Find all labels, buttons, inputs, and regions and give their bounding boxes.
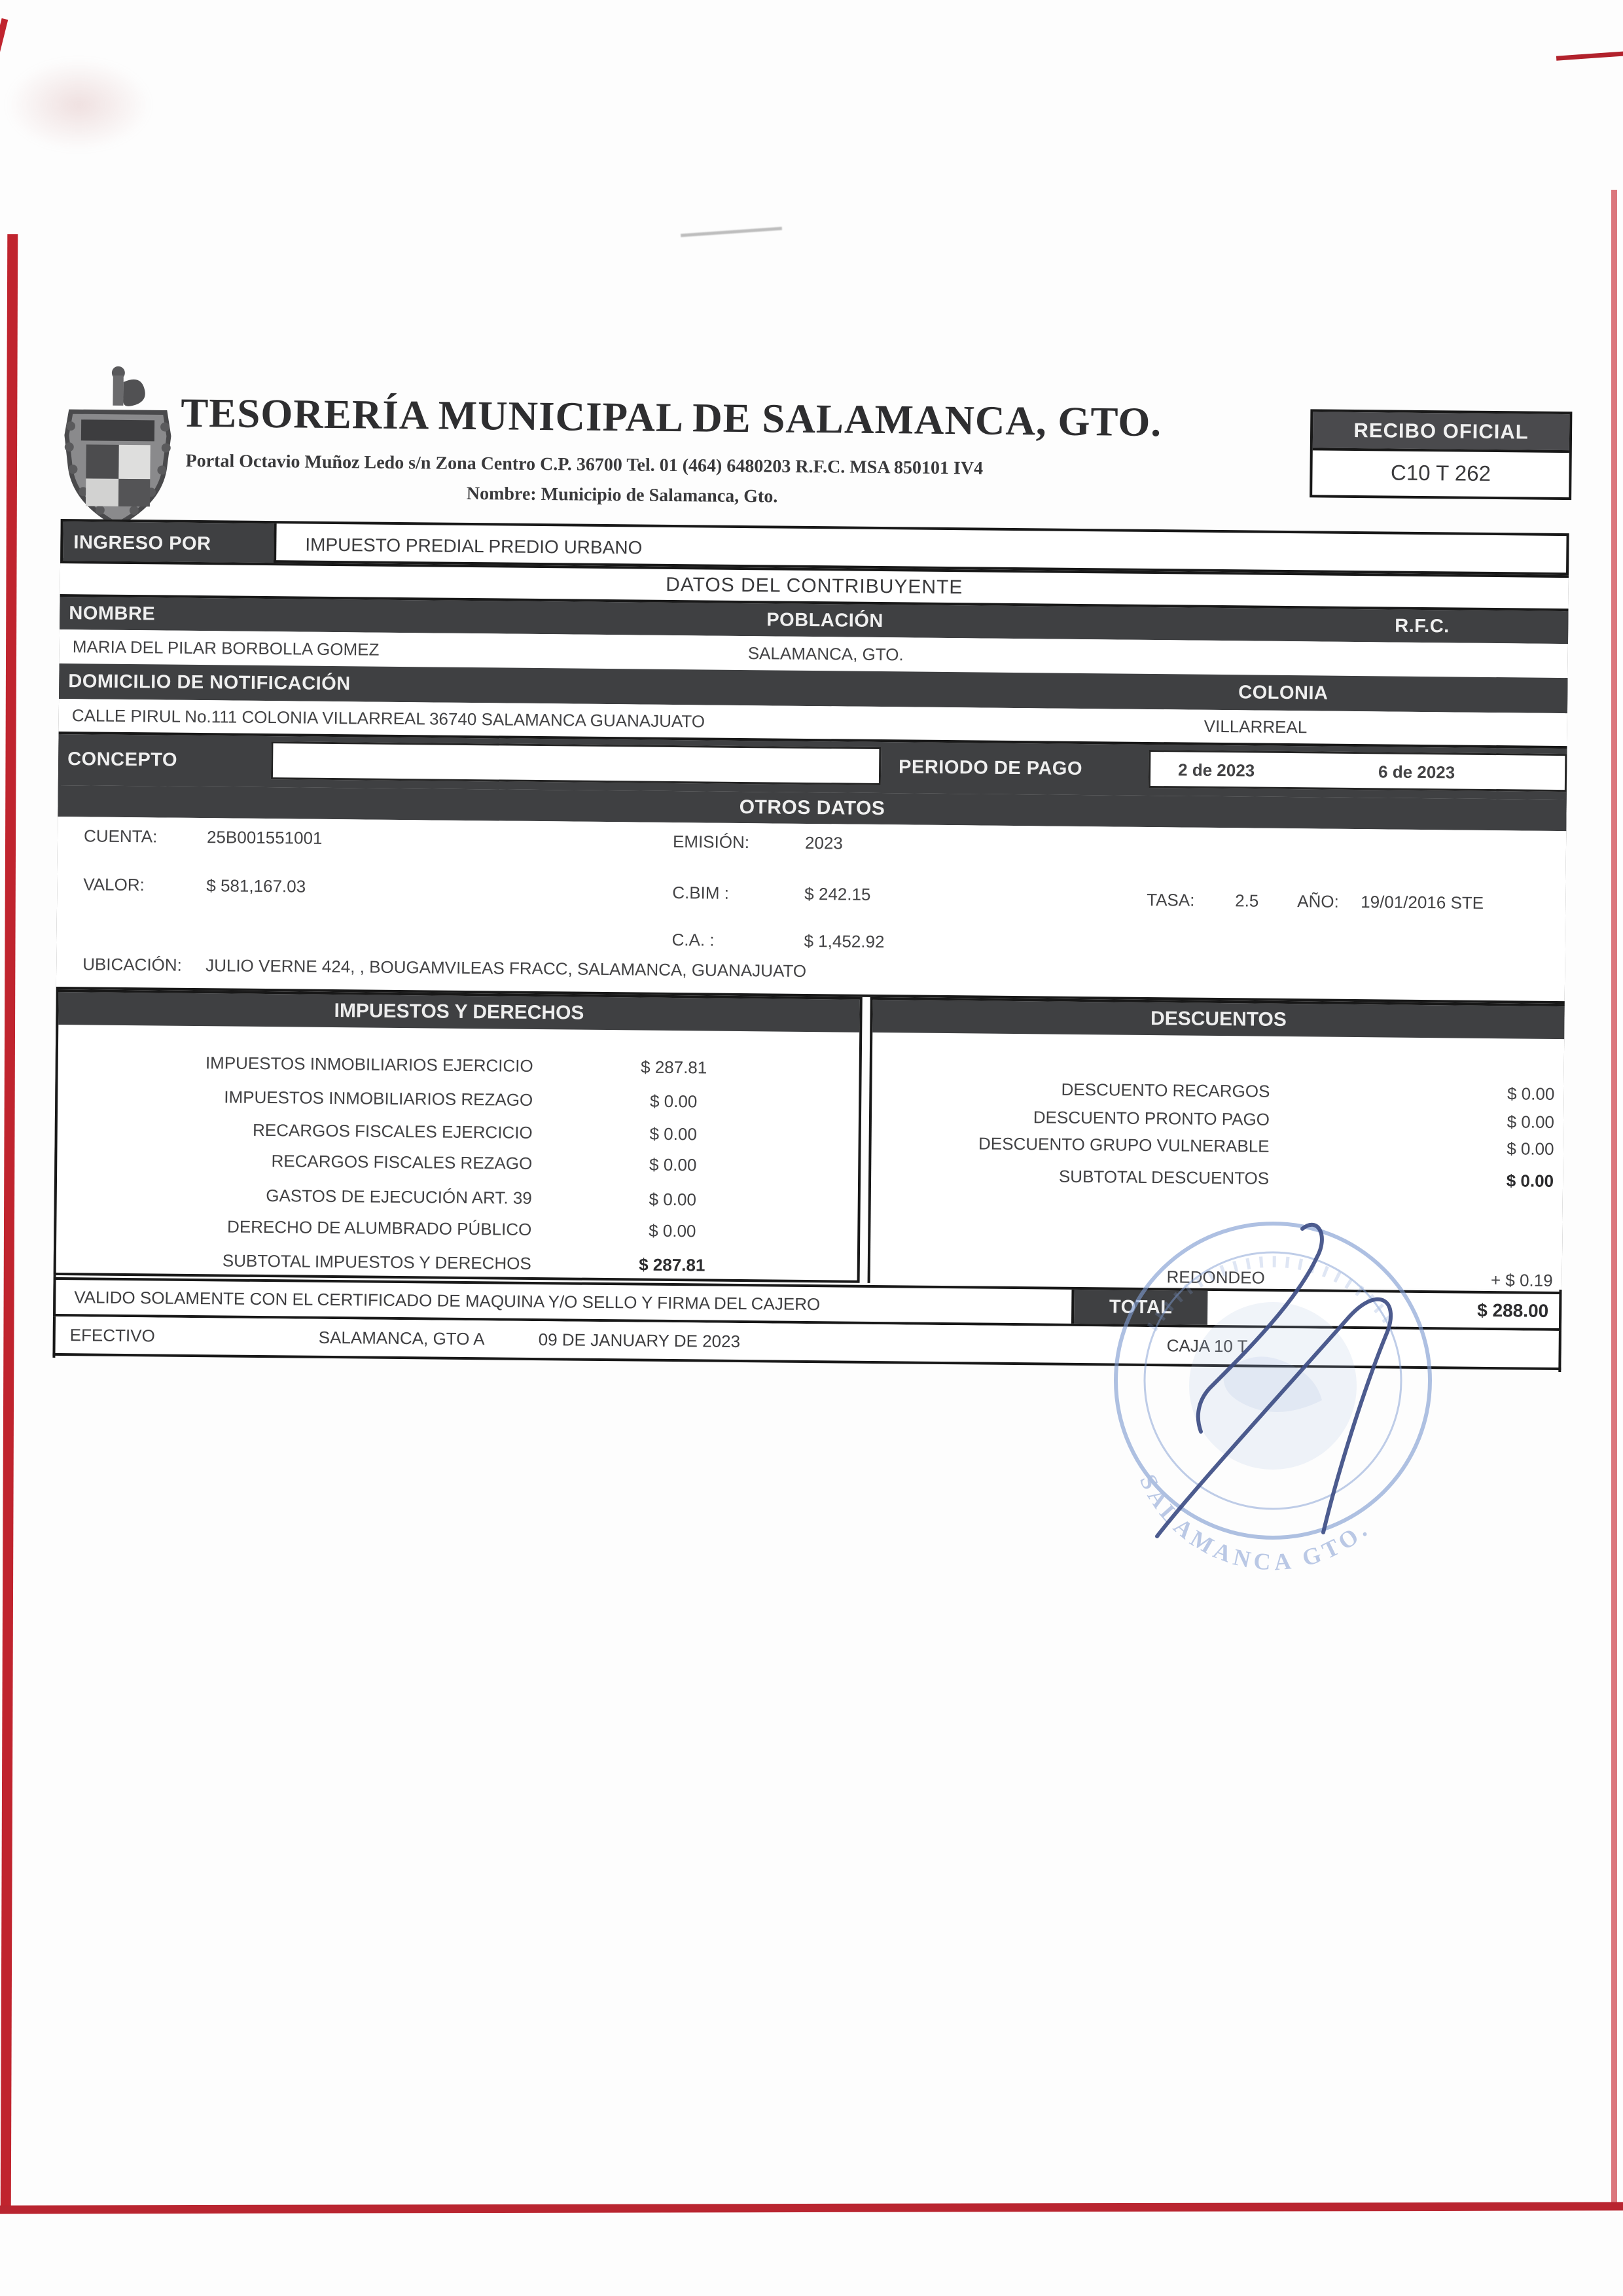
colonia-value: VILLARREAL (1204, 716, 1308, 737)
impuestos-table (54, 989, 863, 1283)
header-address: Portal Octavio Muñoz Ledo s/n Zona Centro C.P. 36700 Tel. 01 (464) 6480203 R.F.C. MSA 850101 IV4 (185, 450, 984, 479)
receipt-document (52, 363, 1574, 1424)
poblacion-label: POBLACIÓN (766, 609, 883, 632)
section-title-otros-datos: OTROS DATOS (58, 785, 1566, 831)
periodo-field (1149, 750, 1567, 792)
periodo-desde: 2 de 2023 (1177, 760, 1255, 781)
redondeo-row: REDONDEO + $ 0.19 (1166, 1267, 1553, 1290)
official-receipt-box (1310, 409, 1572, 500)
salamanca-coat-of-arms-icon (61, 363, 175, 529)
total-value: $ 288.00 (1477, 1299, 1549, 1321)
red-border-top-right (1556, 51, 1623, 60)
contribuyente-poblacion: SALAMANCA, GTO. (747, 643, 904, 665)
table-row: DESCUENTO GRUPO VULNERABLE $ 0.00 (978, 1133, 1554, 1159)
ubicacion-value: JULIO VERNE 424, , BOUGAMVILEAS FRACC, SALAMANCA, GUANAJUATO (205, 955, 807, 981)
domicilio-value: CALLE PIRUL No.111 COLONIA VILLARREAL 36740 SALAMANCA GUANAJUATO (71, 705, 705, 732)
table-subtotal-row: SUBTOTAL DESCUENTOS $ 0.00 (1058, 1166, 1554, 1191)
cbim-value: $ 242.15 (804, 883, 871, 904)
ubicacion-label: UBICACIÓN: (82, 954, 183, 975)
receipt-box-label: RECIBO OFICIAL (1313, 412, 1570, 450)
ingreso-por-value: IMPUESTO PREDIAL PREDIO URBANO (274, 523, 1569, 578)
anio-label: AÑO: (1297, 891, 1339, 911)
red-border-bottom (0, 2202, 1623, 2214)
descuentos-table (868, 997, 1565, 1290)
impuestos-table-title: IMPUESTOS Y DERECHOS (58, 992, 859, 1033)
table-row: DESCUENTO PRONTO PAGO $ 0.00 (1033, 1107, 1555, 1132)
receipt-number: C10 T 262 (1312, 448, 1569, 497)
periodo-de-pago-label: PERIODO DE PAGO (898, 756, 1083, 779)
otros-datos-box (56, 817, 1566, 1004)
ingreso-por-label: INGRESO POR (63, 521, 274, 565)
rfc-label: R.F.C. (1395, 615, 1450, 637)
contribuyente-nombre: MARIA DEL PILAR BORBOLLA GOMEZ (72, 637, 380, 660)
ca-value: $ 1,452.92 (804, 930, 885, 952)
colonia-label: COLONIA (1238, 682, 1329, 704)
header-municipality: Nombre: Municipio de Salamanca, Gto. (466, 483, 778, 507)
stamp-ring-text: SALAMANCA GTO. (1134, 1470, 1376, 1576)
valor-label: VALOR: (83, 874, 145, 895)
payment-method: EFECTIVO (69, 1324, 155, 1345)
section-title-contribuyente: DATOS DEL CONTRIBUYENTE (60, 561, 1569, 611)
emision-value: 2023 (804, 832, 844, 853)
page-title: TESORERÍA MUNICIPAL DE SALAMANCA, GTO. (180, 389, 1162, 446)
nombre-label: NOMBRE (69, 603, 156, 625)
total-label: TOTAL (1074, 1290, 1207, 1325)
table-row: RECARGOS FISCALES EJERCICIO $ 0.00 (252, 1120, 698, 1144)
ca-label: C.A. : (671, 929, 715, 950)
red-border-top-left (0, 18, 8, 64)
table-row: GASTOS DE EJECUCIÓN ART. 39 $ 0.00 (266, 1186, 697, 1210)
anio-value: 19/01/2016 STE (1361, 892, 1484, 913)
red-border-left (1, 234, 18, 2212)
concepto-field (271, 741, 882, 785)
red-border-right (1611, 190, 1617, 2209)
cuenta-label: CUENTA: (83, 826, 158, 847)
descuentos-table-title: DESCUENTOS (872, 1000, 1564, 1039)
scan-smudge (7, 59, 151, 150)
tasa-label: TASA: (1147, 889, 1195, 910)
periodo-hasta: 6 de 2023 (1378, 762, 1455, 783)
valido-text: VALIDO SOLAMENTE CON EL CERTIFICADO DE MAQUINA Y/O SELLO Y FIRMA DEL CAJERO (56, 1280, 1074, 1324)
cashier-box: CAJA 10 T (1166, 1335, 1248, 1356)
concepto-label: CONCEPTO (67, 749, 178, 771)
emision-label: EMISIÓN: (672, 831, 750, 853)
table-row: DERECHO DE ALUMBRADO PÚBLICO $ 0.00 (226, 1216, 696, 1241)
table-row: IMPUESTOS INMOBILIARIOS REZAGO $ 0.00 (224, 1087, 698, 1112)
table-subtotal-row: SUBTOTAL IMPUESTOS Y DERECHOS $ 287.81 (222, 1250, 705, 1275)
table-row: IMPUESTOS INMOBILIARIOS EJERCICIO $ 287.81 (205, 1053, 707, 1078)
scan-artifact-line (681, 227, 782, 238)
cbim-label: C.BIM : (672, 882, 730, 903)
tasa-value: 2.5 (1235, 891, 1259, 911)
payment-place: SALAMANCA, GTO A (318, 1327, 485, 1349)
payment-date: 09 DE JANUARY DE 2023 (538, 1329, 741, 1351)
domicilio-label: DOMICILIO DE NOTIFICACIÓN (68, 671, 351, 695)
table-row: RECARGOS FISCALES REZAGO $ 0.00 (271, 1151, 697, 1175)
valor-value: $ 581,167.03 (206, 875, 306, 896)
cuenta-value: 25B001551001 (206, 827, 323, 848)
table-row: DESCUENTO RECARGOS $ 0.00 (1061, 1079, 1555, 1104)
